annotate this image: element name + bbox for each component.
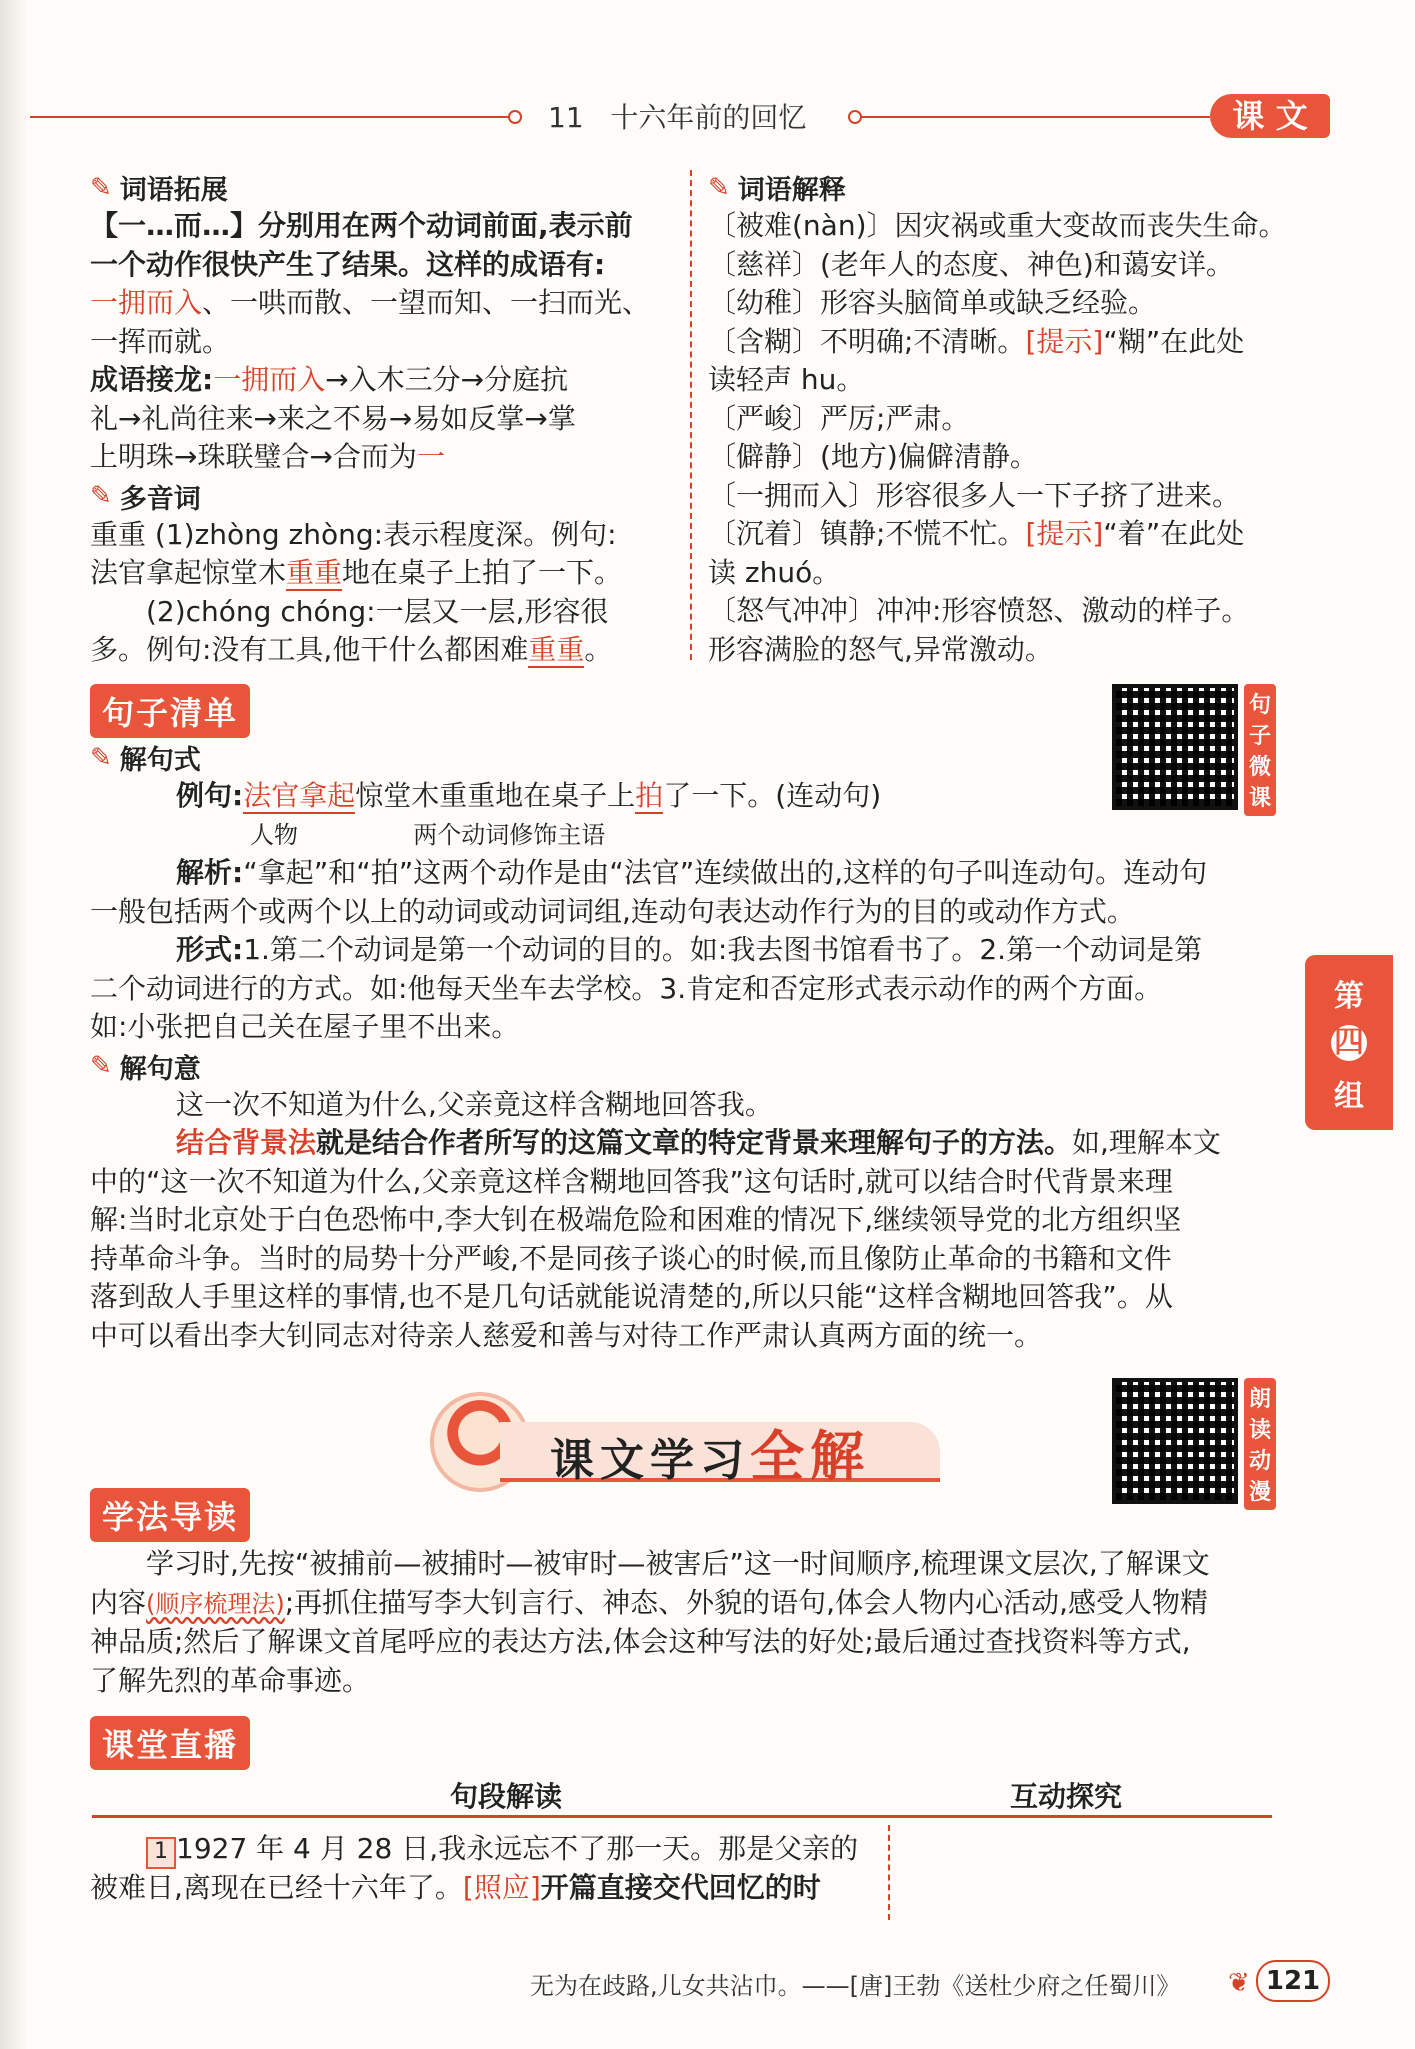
form-label: 形式: — [176, 933, 244, 966]
annotation-subject: 人物 — [250, 820, 298, 849]
full-explanation-banner — [430, 1392, 950, 1488]
footer-quote: 无为在歧路,儿女共沾巾。——[唐]王勃《送杜少府之任蜀川》 — [530, 1972, 1181, 2000]
qr-label-char: 读 — [1248, 1418, 1271, 1443]
text-span: “拿起”和“拍”这两个动作是由“法官”连续做出的,这样的句子叫连动句。连动句 — [243, 856, 1208, 889]
side-tab-char-1: 第 — [1334, 978, 1364, 1014]
study-guide-tag — [90, 1488, 250, 1542]
analysis-label: 解析: — [176, 856, 244, 889]
lesson-number: 11 — [548, 101, 584, 134]
lesson-heading — [548, 96, 806, 136]
word-explanation-section — [708, 168, 1308, 669]
text-line: 〔严峻〕严厉;严肃。 — [708, 401, 970, 435]
sentence-meaning-title: 解句意 — [119, 1053, 201, 1085]
text-span: 就是结合作者所写的这篇文章的特定背景来理解句子的方法。 — [316, 1126, 1073, 1159]
example-sentence — [90, 777, 1290, 816]
text-line: 学习时,先按“被捕前—被捕时—被审时—被害后”这一时间顺序,梳理课文层次,了解课文 — [146, 1547, 1210, 1580]
text-span: “糊”在此处 — [1103, 324, 1245, 358]
text-span: 被难日,离现在已经十六年了。 — [90, 1871, 463, 1904]
word-explanation-title-row — [708, 168, 1308, 207]
text-span: 1927 年 4 月 28 日,我永远忘不了那一天。那是父亲的 — [176, 1832, 859, 1865]
highlight-idiom: 一拥而入 — [90, 286, 203, 319]
text-line: 〔幼稚〕形容头脑简单或缺乏经验。 — [708, 286, 1157, 319]
qr-label-char: 漫 — [1248, 1480, 1271, 1505]
paragraph-number: 1 — [146, 1837, 176, 1869]
page-spine — [0, 0, 28, 2049]
paragraph-1 — [90, 1830, 880, 1908]
column-header-paragraph-reading: 句段解读 — [450, 1780, 563, 1813]
qr-label-char: 朗 — [1248, 1387, 1271, 1412]
text-line: 〔怒气冲冲〕冲冲:形容愤怒、激动的样子。 — [708, 594, 1250, 627]
qr-label-char: 句 — [1248, 693, 1271, 718]
text-line: 这一次不知道为什么,父亲竟这样含糊地回答我。 — [176, 1087, 773, 1121]
pen-icon: ✎ — [90, 172, 112, 203]
leaf-icon: ❦ — [1228, 1968, 1250, 1998]
pen-icon: ✎ — [90, 1051, 112, 1081]
text-line — [90, 284, 670, 323]
sentence-analysis-body — [90, 738, 1290, 1355]
qr-label-reading-animation — [1244, 1378, 1276, 1510]
text-line — [90, 438, 670, 477]
text-line: 礼→礼尚往来→来之不易→易如反掌→掌 — [90, 401, 576, 435]
text-span: 内容 — [90, 1585, 147, 1619]
method-name: 结合背景法 — [176, 1126, 317, 1159]
highlight-idiom: 一拥而入 — [213, 363, 326, 396]
qr-label-char: 微 — [1248, 755, 1271, 780]
qr-label-char: 课 — [1248, 786, 1271, 811]
column-header-interactive-exploration: 互动探究 — [1010, 1780, 1123, 1813]
qr-label-char: 子 — [1248, 724, 1271, 749]
text-span: 。 — [584, 633, 613, 666]
text-line — [90, 631, 670, 670]
column-divider — [690, 170, 692, 660]
text-line: 了解先烈的革命事迹。 — [90, 1663, 371, 1697]
banner-title: 课文学习 — [550, 1435, 750, 1486]
text-span: “着”在此处 — [1103, 517, 1245, 550]
highlight-word: 重重 — [286, 556, 343, 589]
text-line: (2)chóng chóng:一层又一层,形容很 — [146, 594, 609, 628]
text-line — [708, 323, 1308, 362]
header-line-right — [860, 116, 1210, 118]
text-line — [90, 854, 1290, 893]
text-span: 〔含糊〕不明确;不清晰。 — [708, 324, 1026, 358]
text-line: 持革命斗争。当时的局势十分严峻,不是同孩子谈心的时候,而且像防止革命的书籍和文件 — [90, 1241, 1172, 1275]
qr-code-icon[interactable] — [1112, 1378, 1238, 1504]
text-span: 地在桌子上拍了一下。 — [342, 556, 623, 589]
lesson-title: 十六年前的回忆 — [610, 101, 807, 134]
header-line-left — [30, 116, 510, 118]
text-line — [90, 1124, 1290, 1163]
qr-label-char: 动 — [1248, 1449, 1271, 1474]
classroom-live-tag-label: 课堂直播 — [90, 1716, 250, 1770]
text-line — [90, 554, 670, 593]
polyphone-title: 多音词 — [119, 483, 201, 515]
text-line: 【一…而…】分别用在两个动词前面,表示前 — [90, 209, 633, 242]
text-span: 、一哄而散、一望而知、一扫而光、 — [202, 286, 651, 319]
study-guide-tag-label: 学法导读 — [90, 1488, 250, 1542]
text-line: 〔一拥而入〕形容很多人一下子挤了进来。 — [708, 478, 1241, 512]
text-line — [90, 1584, 1290, 1624]
text-line: 神品质;然后了解课文首尾呼应的表达方法,体会这种写法的好处;最后通过查找资料等方式, — [90, 1625, 1191, 1658]
text-line: 中可以看出李大钊同志对待亲人慈爱和善与对待工作严肃认真两方面的统一。 — [90, 1318, 1043, 1352]
vocab-extension-title: 词语拓展 — [119, 175, 228, 206]
side-tab-char-3: 组 — [1334, 1078, 1364, 1114]
pen-icon: ✎ — [90, 742, 112, 773]
page-number: 121 — [1256, 1960, 1330, 2002]
sentence-pattern-title-row — [90, 738, 1290, 777]
text-line: 二个动词进行的方式。如:他每天坐车去学校。3.肯定和否定形式表示动作的两个方面。 — [90, 971, 1163, 1005]
header-badge: 课 文 — [1210, 94, 1330, 138]
text-line — [90, 1869, 880, 1908]
reading-qr-block[interactable] — [1112, 1378, 1276, 1510]
verb-word: 拿起 — [299, 779, 356, 812]
text-line: 〔慈祥〕(老年人的态度、神色)和蔼安详。 — [708, 247, 1234, 281]
verb-word: 拍 — [635, 779, 664, 812]
highlight-word: 重重 — [528, 633, 585, 666]
text-line — [90, 1830, 880, 1869]
text-span: 多。例句:没有工具,他干什么都困难 — [90, 633, 529, 666]
banner-highlight: 全解 — [750, 1425, 870, 1488]
text-line — [90, 931, 1290, 970]
text-line: 落到敌人手里这样的事情,也不是几句话就能说清楚的,所以只能“这样含糊地回答我”。从 — [90, 1280, 1173, 1313]
pen-icon: ✎ — [708, 172, 730, 203]
text-line: 一般包括两个或两个以上的动词或动词词组,连动句表达动作行为的目的或动作方式。 — [90, 894, 1135, 928]
text-line: 读轻声 hu。 — [708, 363, 865, 396]
text-span: 惊堂木重重地在桌子上 — [355, 779, 636, 812]
text-span: 〔沉着〕镇静;不慌不忙。 — [708, 517, 1026, 550]
vocab-extension-title-row — [90, 168, 670, 207]
text-line: 形容满脸的怒气,异常激动。 — [708, 632, 1053, 666]
sentence-list-tag — [90, 684, 250, 738]
sentence-list-tag-label: 句子清单 — [90, 684, 250, 738]
example-annotation — [90, 816, 1290, 855]
text-span: 1.第二个动词是第一个动词的目的。如:我去图书馆看书了。2.第一个动词是第 — [243, 933, 1203, 966]
text-span: 法官拿起惊堂木 — [90, 556, 287, 589]
text-span: →入木三分→分庭抗 — [325, 363, 569, 396]
text-line — [708, 515, 1308, 554]
polyphone-title-row — [90, 477, 670, 516]
classroom-header-rule — [92, 1815, 1272, 1818]
text-line: 解:当时北京处于白色恐怖中,李大钊在极端危险和困难的情况下,继续领导党的北方组织坚 — [90, 1203, 1182, 1236]
text-line: 〔僻静〕(地方)偏僻清静。 — [708, 440, 1038, 473]
side-tab-char-2: 四 — [1331, 1025, 1367, 1061]
word-explanation-title: 词语解释 — [737, 175, 846, 206]
text-line — [90, 361, 670, 400]
banner-text — [550, 1414, 870, 1491]
example-label: 例句: — [176, 779, 244, 812]
text-span: ;再抓住描写李大钊言行、神态、外貌的语句,体会人物内心活动,感受人物精 — [284, 1585, 1208, 1619]
callback-tag: [照应] — [462, 1871, 541, 1904]
text-line: 一挥而就。 — [90, 324, 231, 358]
method-tag: (顺序梳理法) — [146, 1589, 285, 1618]
vocab-extension-section — [90, 168, 670, 670]
text-line: 〔被难(nàn)〕因灾祸或重大变故而丧失生命。 — [708, 209, 1287, 242]
text-span: 开篇直接交代回忆的时 — [540, 1871, 821, 1904]
text-line: 如:小张把自己关在屋子里不出来。 — [90, 1010, 520, 1043]
tip-label: [提示] — [1025, 517, 1104, 550]
text-line: 中的“这一次不知道为什么,父亲竟这样含糊地回答我”这句话时,就可以结合时代背景来理 — [90, 1164, 1173, 1198]
text-line: 重重 (1)zhòng zhòng:表示程度深。例句: — [90, 517, 617, 551]
idiom-chain-label: 成语接龙: — [90, 363, 214, 396]
classroom-live-tag — [90, 1716, 250, 1770]
subject-word: 法官 — [243, 779, 300, 812]
tip-label: [提示] — [1025, 324, 1104, 358]
sentence-meaning-title-row — [90, 1047, 1290, 1086]
sentence-pattern-title: 解句式 — [119, 745, 201, 776]
study-guide-body — [90, 1545, 1290, 1700]
text-span: 了一下。(连动句) — [663, 779, 882, 812]
highlight-char: 一 — [416, 440, 445, 473]
unit-side-tab — [1305, 955, 1393, 1130]
classroom-column-divider — [888, 1825, 890, 1920]
pen-icon: ✎ — [90, 481, 112, 511]
text-line: 一个动作很快产生了结果。这样的成语有: — [90, 247, 606, 281]
header-dot-left — [508, 110, 522, 124]
annotation-verbs: 两个动词修饰主语 — [413, 820, 606, 849]
text-span: 上明珠→珠联璧合→合而为 — [90, 440, 417, 473]
text-span: 如,理解本文 — [1072, 1126, 1221, 1159]
text-line: 读 zhuó。 — [708, 555, 841, 589]
